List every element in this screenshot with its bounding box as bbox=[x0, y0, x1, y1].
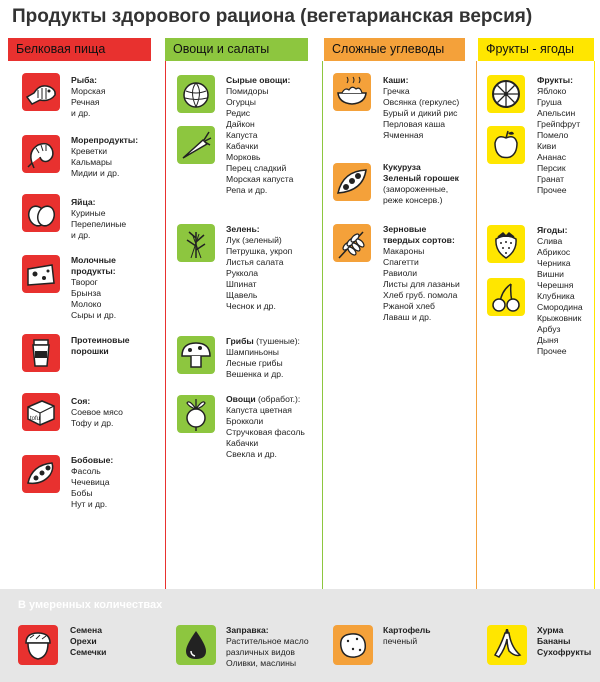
oil-drop-icon bbox=[176, 625, 216, 665]
moderate-item-seeds: Семена Орехи Семечки bbox=[70, 625, 107, 657]
header-carbs: Сложные углеводы bbox=[324, 38, 465, 61]
page-title: Продукты здорового рациона (вегетарианская версия) bbox=[12, 6, 533, 27]
protein-item-legumes: Бобовые: Фасоль Чечевица Бобы Нут и др. bbox=[71, 455, 114, 509]
moderate-item-persimmon: Хурма Бананы Сухофрукты bbox=[537, 625, 592, 657]
protein-item-seafood: Морепродукты: Креветки Кальмары Мидии и др. bbox=[71, 135, 139, 178]
fruits-item-fruits: Фрукты: Яблоко Груша Апельсин Грейпфрут Помело Киви Ананас Персик Гранат Прочее bbox=[537, 75, 581, 195]
moderate-item-dressing: Заправка: Растительное масло различных видов Оливки, маслины bbox=[226, 625, 309, 668]
header-protein: Белковая пища bbox=[8, 38, 151, 61]
protein-item-soy: Соя: Соевое мясо Тофу и др. bbox=[71, 396, 123, 428]
carrot-icon bbox=[177, 126, 215, 164]
herbs-icon bbox=[177, 224, 215, 262]
eggs-icon bbox=[22, 194, 60, 232]
moderate-title: В умеренных количествах bbox=[18, 599, 163, 611]
banana-icon bbox=[487, 625, 527, 665]
svg-text:tofu: tofu bbox=[30, 416, 41, 422]
strawberry-icon bbox=[487, 225, 525, 263]
divider-carbs bbox=[476, 61, 477, 589]
potato-icon bbox=[333, 625, 373, 665]
protein-shake-icon bbox=[22, 334, 60, 372]
carbs-item-grains: Зерновые твердых сортов: Макароны Спагетти Равиоли Листы для лазаньи Хлеб груб. помола Ржаной хлеб Лаваш и др. bbox=[383, 224, 460, 322]
veg-item-raw: Сырые овощи: Помидоры Огурцы Редис Дайкон Капуста Кабачки Морковь Перец сладкий Морская капуста Репа и др. bbox=[226, 75, 294, 195]
divider-protein bbox=[165, 61, 166, 589]
protein-item-powder: Протеиновые порошки bbox=[71, 335, 130, 356]
wheat-icon bbox=[333, 224, 371, 262]
tofu-icon bbox=[22, 393, 60, 431]
veg-item-cooked: Овощи (обработ.): Капуста цветная Брокколи Стручковая фасоль Кабачки Свекла и др. bbox=[226, 394, 305, 459]
nuts-icon bbox=[18, 625, 58, 665]
fish-icon bbox=[22, 73, 60, 111]
protein-item-eggs: Яйца: Куриные Перепелиные и др. bbox=[71, 197, 127, 240]
orange-slice-icon bbox=[487, 75, 525, 113]
beans-icon bbox=[22, 455, 60, 493]
protein-item-dairy: Молочные продукты: Творог Брынза Молоко Сыры и др. bbox=[71, 255, 117, 320]
cabbage-icon bbox=[177, 75, 215, 113]
divider-fruits bbox=[594, 61, 595, 589]
moderate-item-potato: Картофель печеный bbox=[383, 625, 431, 646]
fruits-item-berries: Ягоды: Слива Абрикос Черника Вишни Черешня Клубника Смородина Крыжовник Арбуз Дыня Прочее bbox=[537, 225, 583, 356]
porridge-icon bbox=[333, 73, 371, 111]
cherry-icon bbox=[487, 278, 525, 316]
beet-icon bbox=[177, 395, 215, 433]
pea-pod-icon bbox=[333, 163, 371, 201]
cheese-icon bbox=[22, 255, 60, 293]
apple-icon bbox=[487, 126, 525, 164]
protein-item-fish: Рыба: Морская Речная и др. bbox=[71, 75, 106, 118]
divider-vegetables bbox=[322, 61, 323, 589]
carbs-item-corn-peas: Кукуруза Зеленый горошек (замороженные, реже консерв.) bbox=[383, 162, 459, 205]
veg-item-mushrooms: Грибы (тушеные): Шампиньоны Лесные грибы Вешенка и др. bbox=[226, 336, 300, 379]
veg-item-greens: Зелень: Лук (зеленый) Петрушка, укроп Листья салата Руккола Шпинат Щавель Чеснок и др. bbox=[226, 224, 293, 311]
header-fruits: Фрукты - ягоды bbox=[478, 38, 594, 61]
shrimp-icon bbox=[22, 135, 60, 173]
header-vegetables: Овощи и салаты bbox=[165, 38, 308, 61]
mushroom-icon bbox=[177, 336, 215, 374]
carbs-item-porridge: Каши: Гречка Овсянка (геркулес) Бурый и дикий рис Перловая каша Ячменная bbox=[383, 75, 460, 140]
moderate-section bbox=[0, 589, 600, 682]
